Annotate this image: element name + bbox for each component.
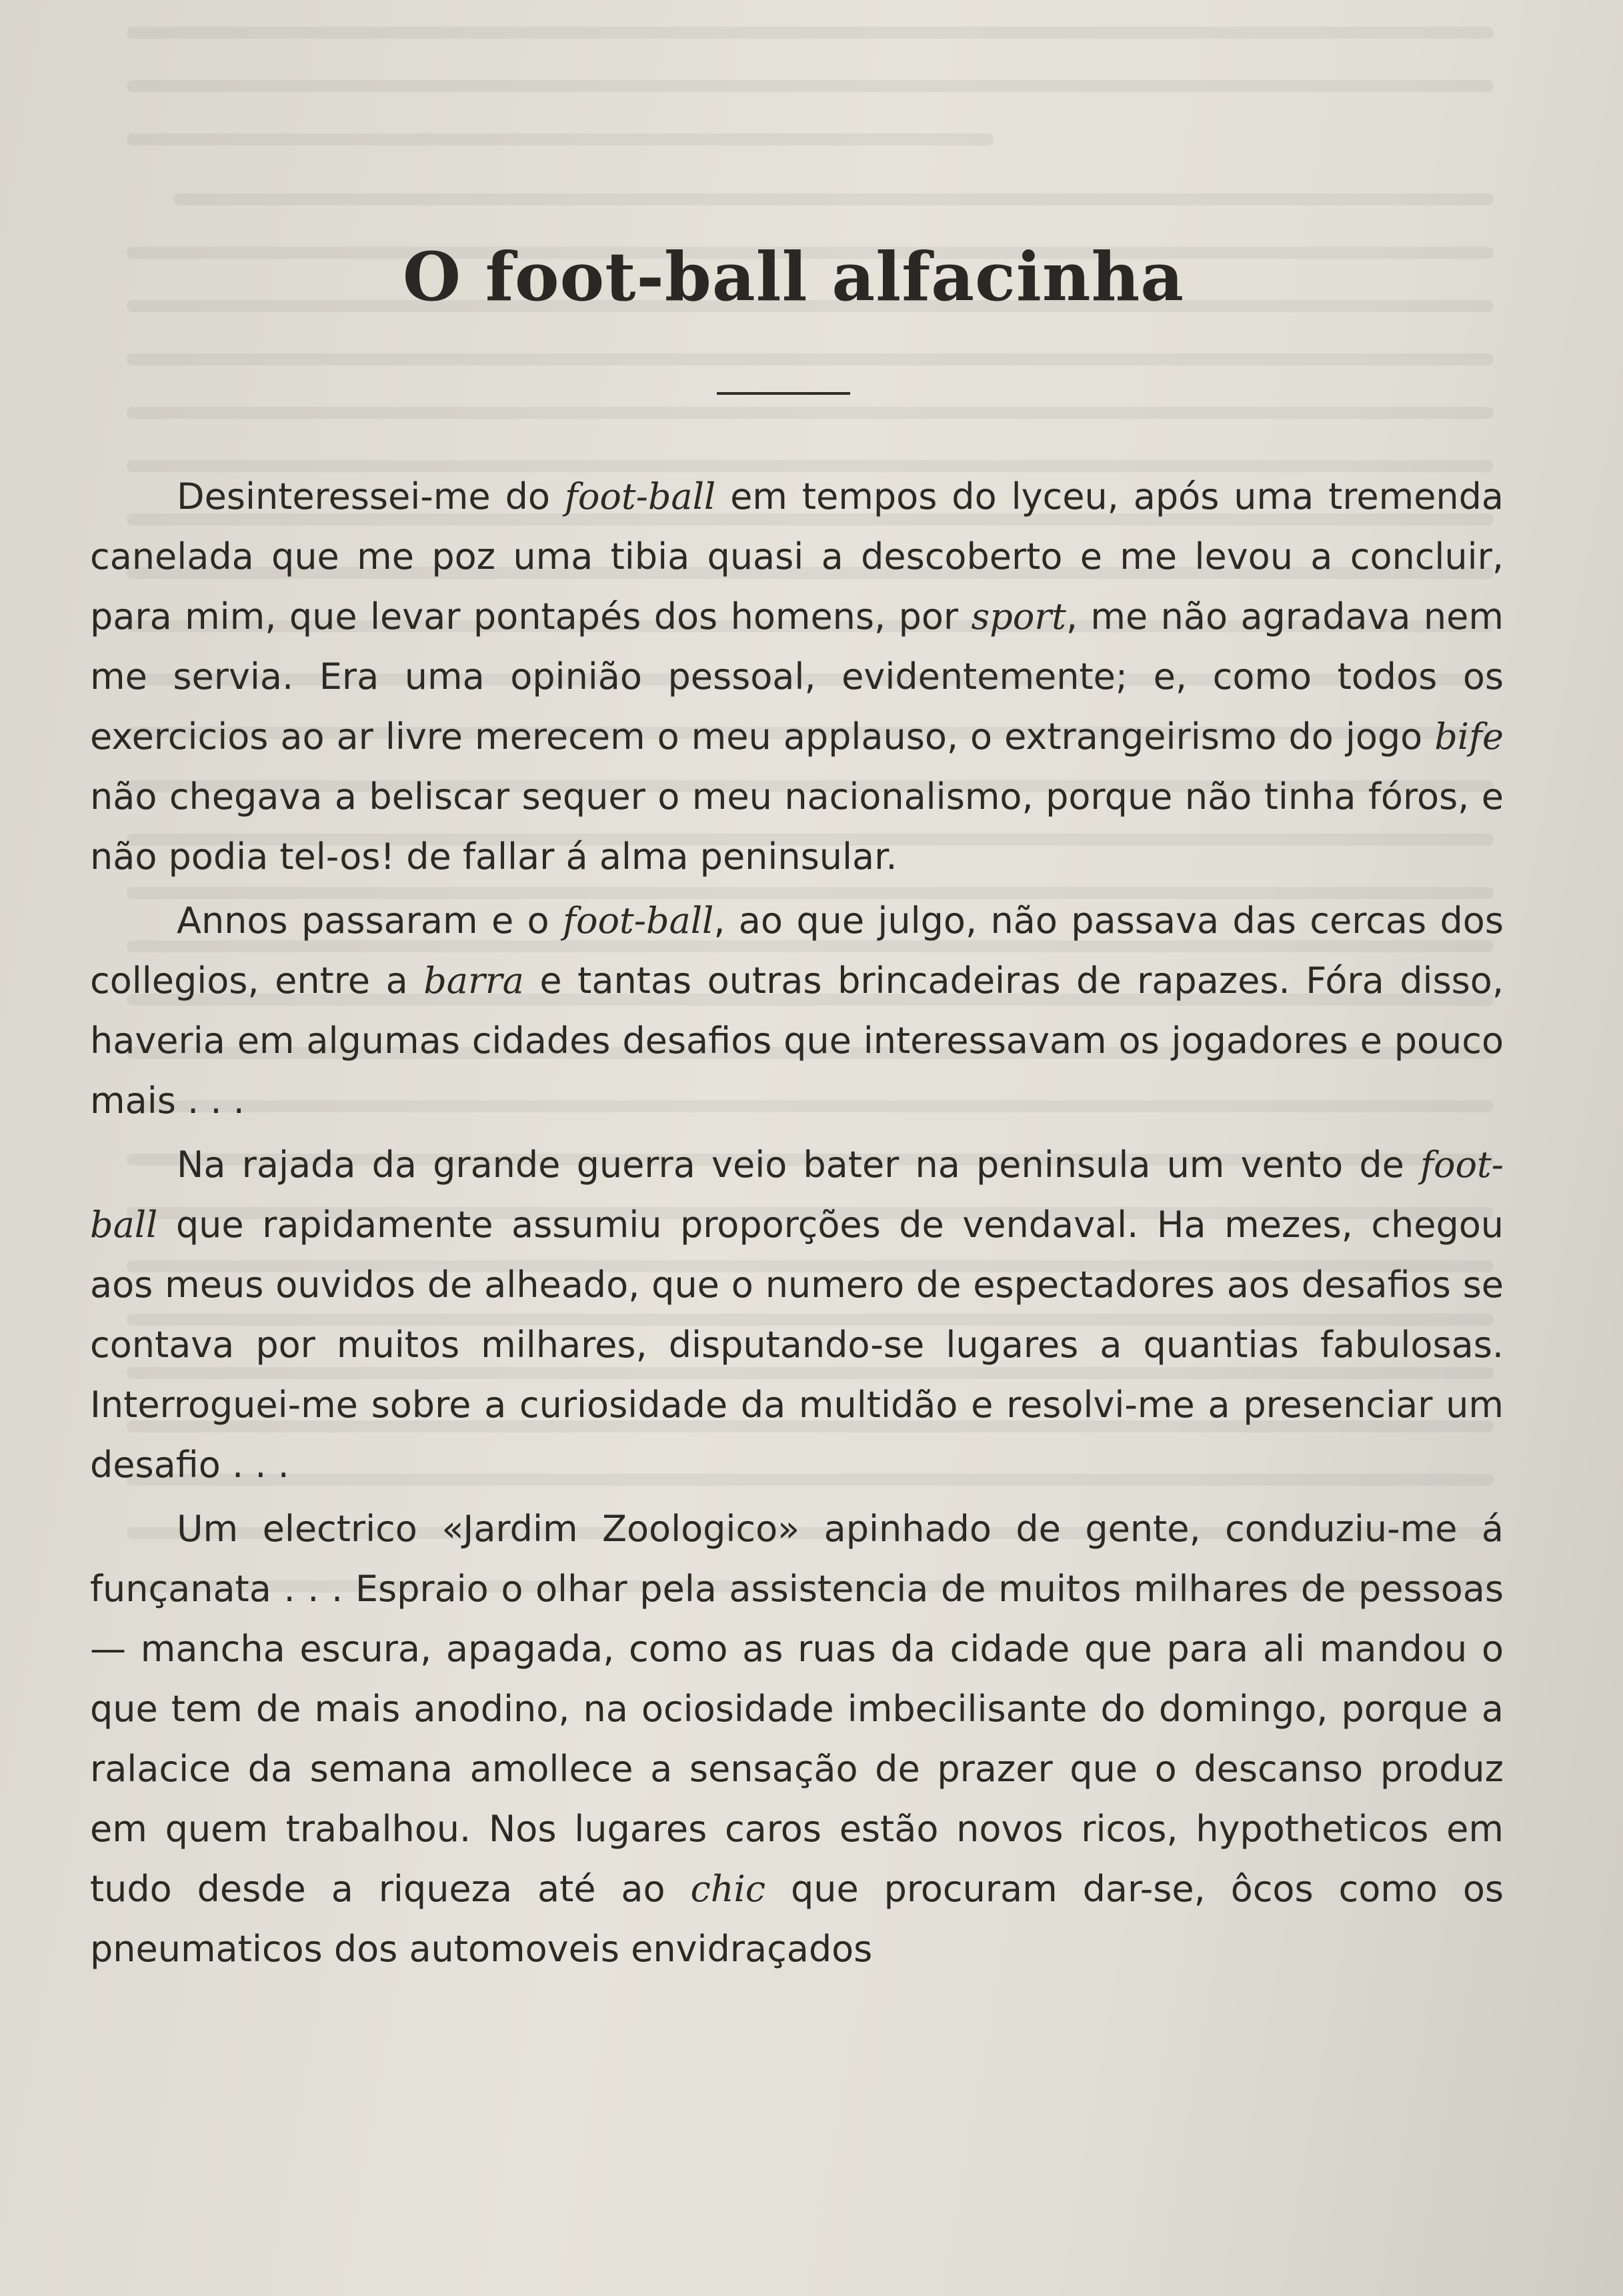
text-run: em tempos do lyceu, após uma tremenda canelada que me poz uma tibia quasi a descoberto e me levou a concluir, para mim, que levar pontapés dos homens, por: [90, 475, 1504, 638]
italic-text-run: bife: [1434, 716, 1504, 758]
italic-text-run: foot-ball: [562, 900, 714, 942]
text-run: não chegava a beliscar sequer o meu nacionalismo, porque não tinha fóros, e não podia tel-os! de fallar á alma peninsular.: [90, 776, 1504, 878]
italic-text-run: foot-ball: [564, 475, 716, 517]
body-paragraph: [90, 1499, 1504, 1979]
text-run: , ao que julgo, não passava das cercas dos collegios, entre a: [90, 900, 1504, 1002]
italic-text-run: chic: [690, 1868, 766, 1910]
text-run: que rapidamente assumiu proporções de vendaval. Ha mezes, chegou aos meus ouvidos de alheado, que o numero de espectadores aos desafios se contava por muitos milhares, disputando-se lugares a quantias fabulosas. Interroguei-me sobre a curiosidade da multidão e resolvi-me a presenciar um desafio . . .: [90, 1204, 1504, 1486]
title-divider: [717, 392, 850, 395]
text-run: , me não agradava nem me servia. Era uma opinião pessoal, evidentemente; e, como todos os exercicios ao ar livre merecem o meu applauso, o extrangeirismo do jogo: [90, 596, 1504, 758]
article-body: [90, 467, 1504, 1983]
article-title: O foot-ball alfacinha: [402, 237, 1185, 316]
text-run: e tantas outras brincadeiras de rapazes. Fóra disso, haveria em algumas cidades desafios que interessavam os jogadores e pouco mais . . .: [90, 960, 1504, 1122]
text-run: Annos passaram e o: [177, 900, 563, 942]
text-run: Desinteressei-me do: [177, 475, 565, 517]
italic-text-run: barra: [423, 960, 524, 1002]
text-run: que procuram dar-se, ôcos como os pneumaticos dos automoveis envidraçados: [90, 1868, 1504, 1970]
body-paragraph: [90, 1135, 1504, 1495]
body-paragraph: [90, 891, 1504, 1131]
text-run: Na rajada da grande guerra veio bater na peninsula um vento de: [177, 1144, 1421, 1186]
body-paragraph: [90, 467, 1504, 887]
italic-text-run: sport: [971, 596, 1066, 638]
italic-text-run: foot-ball: [90, 1144, 1504, 1246]
text-run: Um electrico «Jardim Zoologico» apinhado de gente, conduziu-me á funçanata . . . Espraio o olhar pela assistencia de muitos milhares de pessoas — mancha escura, apagada, como as ruas da cidade que para ali mandou o que tem de mais anodino, na ociosidade imbecilisante do domingo, porque a ralacice da semana amollece a sensação de prazer que o descanso produz em quem trabalhou. Nos lugares caros estão novos ricos, hypotheticos em tudo desde a riqueza até ao: [90, 1508, 1504, 1910]
